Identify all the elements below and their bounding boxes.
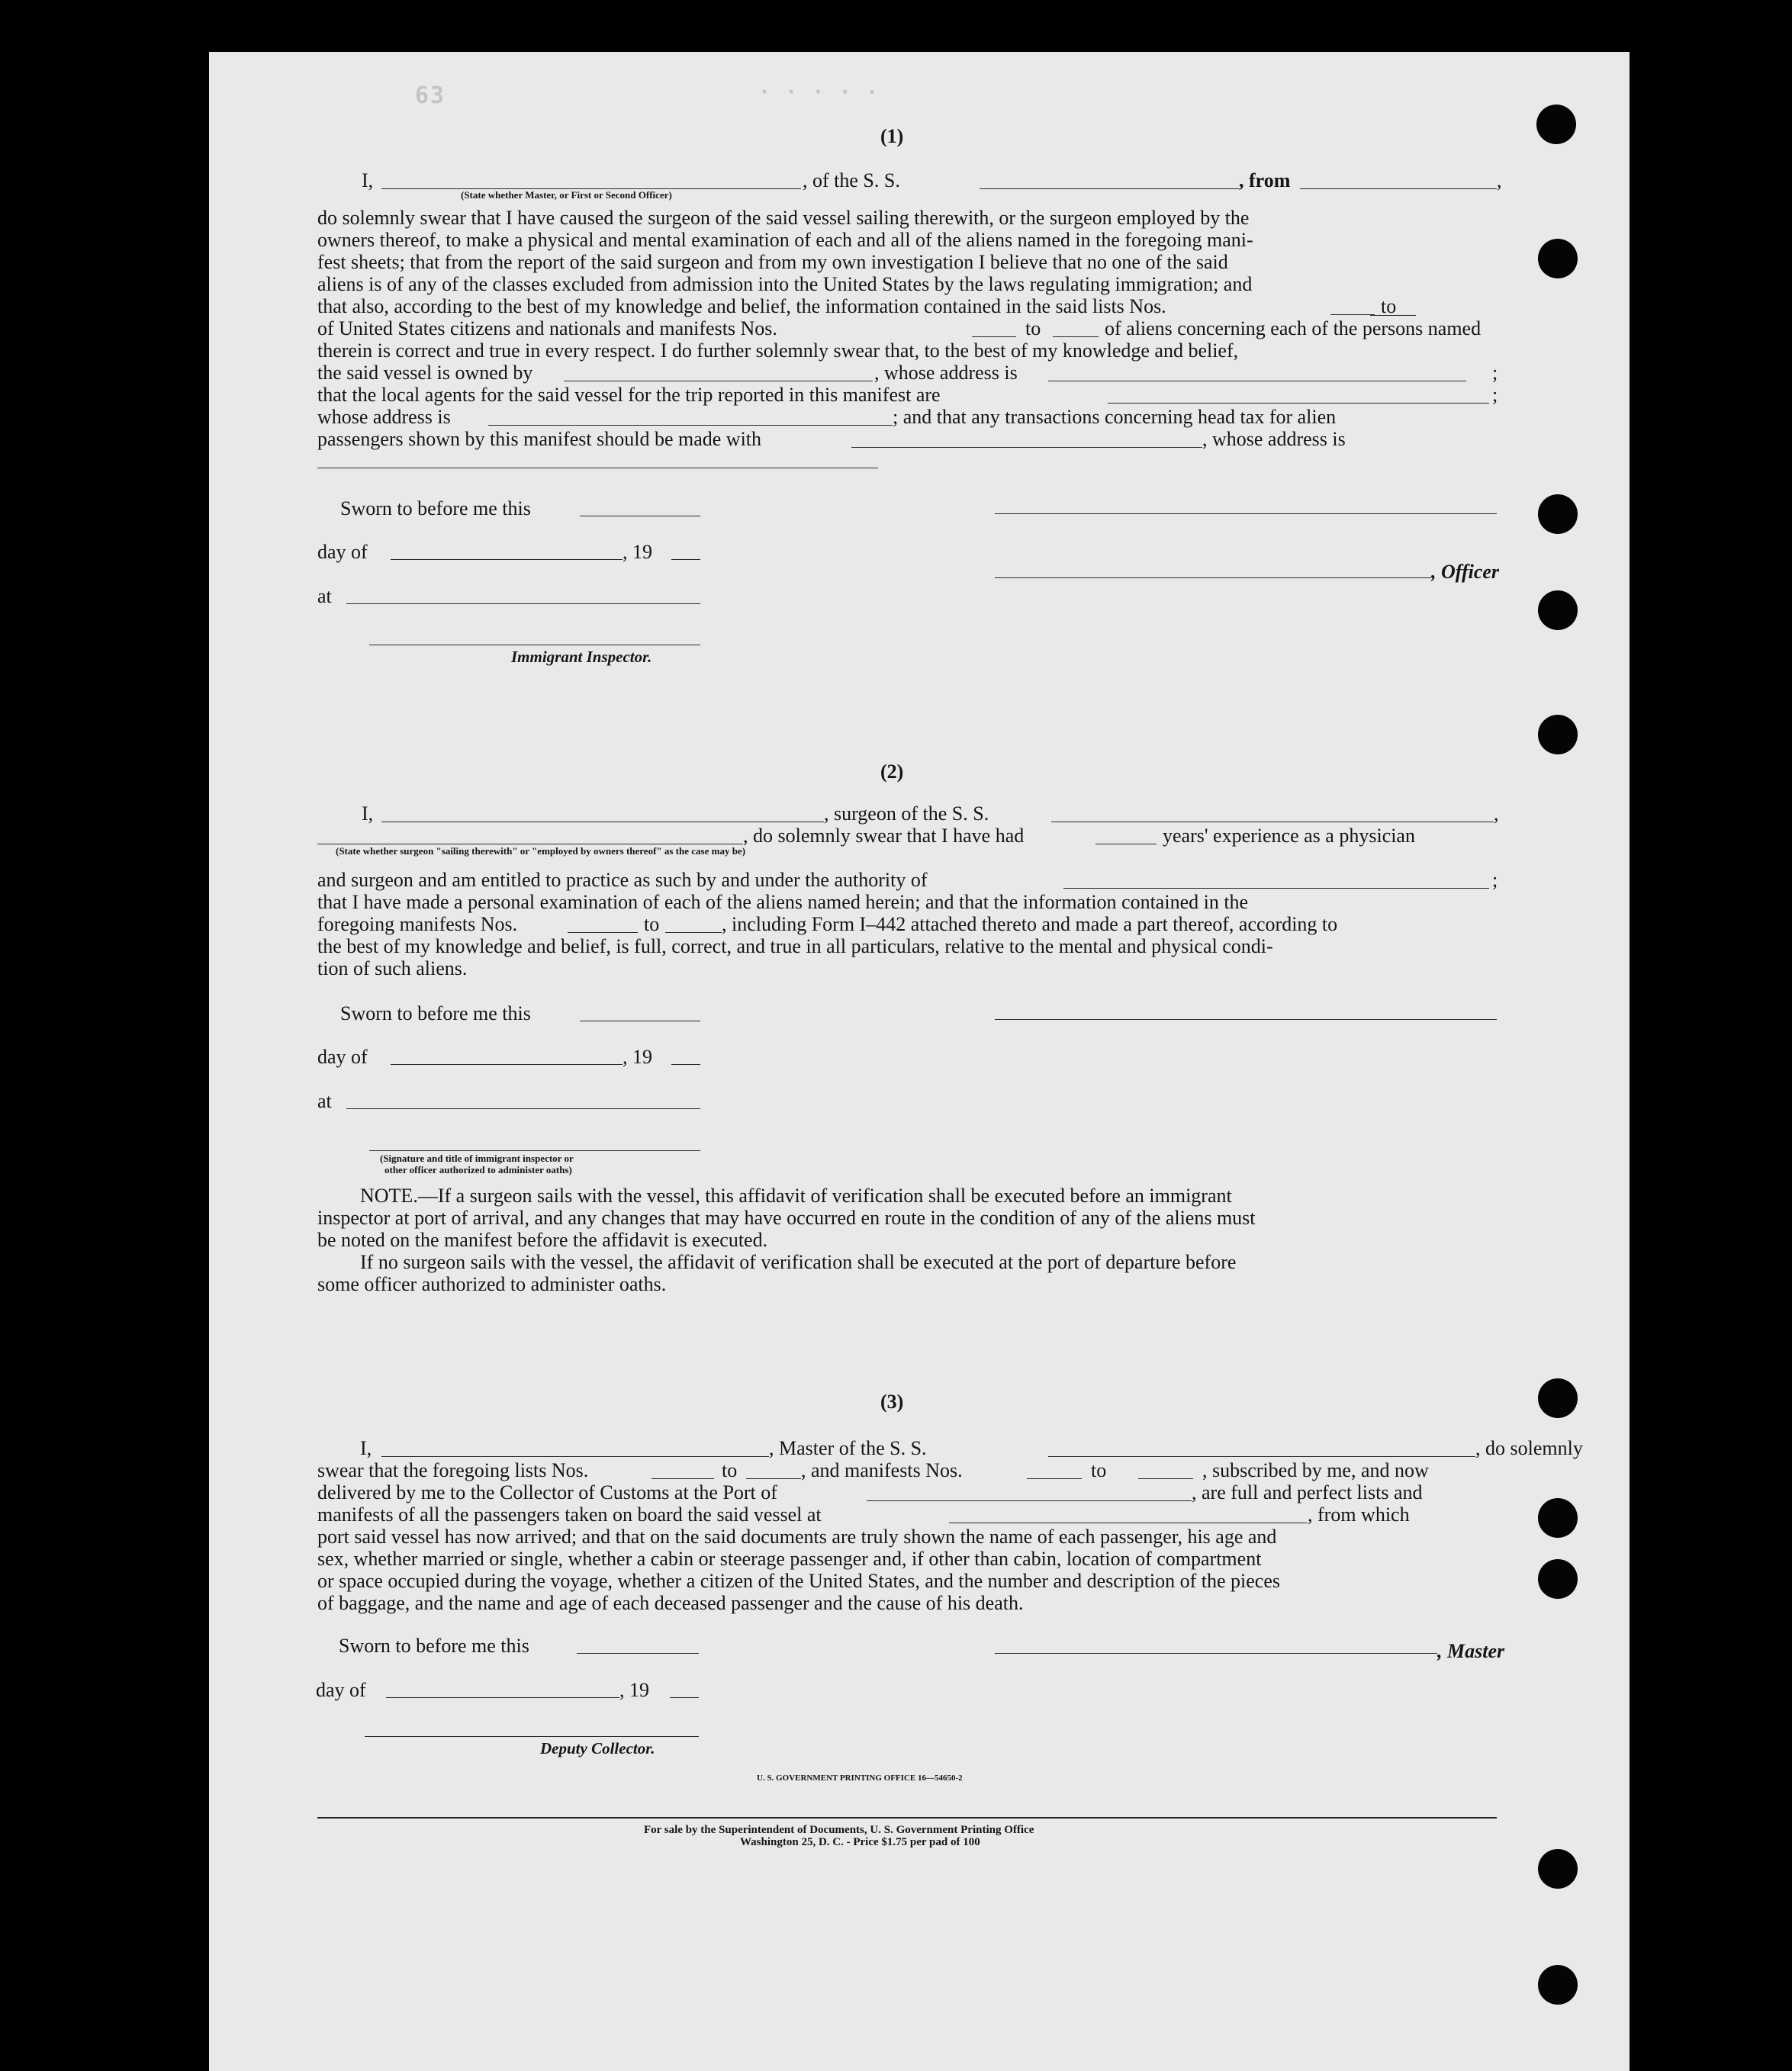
punch-hole (1538, 590, 1578, 630)
s2-tion: tion of such aliens. (317, 957, 468, 979)
s2-at-label: at (317, 1090, 332, 1112)
s1-body-4: aliens is of any of the classes excluded from admission into the United States by the laws regulating immigration; and (317, 273, 1253, 295)
s1-year-blank (671, 559, 700, 560)
s1-year-label: , 19 (623, 541, 652, 563)
s3-i-label: I, (360, 1437, 372, 1459)
s1-from-blank (1300, 188, 1497, 189)
s1-head-tax: ; and that any transactions concerning head tax for alien (893, 406, 1337, 428)
s2-note-3: be noted on the manifest before the affidavit is executed. (317, 1229, 768, 1251)
punch-hole (1538, 1559, 1578, 1599)
s3-collector-signature-blank (365, 1736, 699, 1737)
punch-hole (1538, 715, 1578, 754)
s2-note-line-1: —If a surgeon sails with the vessel, this affidavit of verification shall be executed before an immigrant (417, 1185, 1232, 1207)
s3-swear-label: swear that the foregoing lists Nos. (317, 1459, 589, 1481)
section-1-number: (1) (880, 125, 904, 147)
s2-day-blank (391, 1064, 623, 1065)
s1-therein: therein is correct and true in every respect. I do further solemnly swear that, to the best of my knowledge and belief, (317, 339, 1239, 362)
s1-head-tax-agent-blank (851, 447, 1202, 448)
s2-note-1 (360, 1185, 1232, 1207)
s2-year-blank (671, 1064, 700, 1065)
s1-whose-address3-label: , whose address is (1202, 428, 1346, 450)
s1-manifests-to-blank (1053, 336, 1099, 337)
s3-and-manifests: , and manifests Nos. (801, 1459, 963, 1481)
s3-sworn-blank (577, 1653, 699, 1654)
s2-note-5: some officer authorized to administer oaths. (317, 1273, 667, 1295)
s2-day-of-label: day of (317, 1046, 368, 1068)
s3-full: , are full and perfect lists and (1192, 1481, 1423, 1503)
punch-hole (1538, 1965, 1578, 2005)
punch-hole (1538, 1378, 1578, 1418)
s2-inspector-signature-blank (369, 1150, 700, 1151)
s3-manifests-to: to (1091, 1459, 1107, 1481)
s1-whose-address2-label: whose address is (317, 406, 451, 428)
s1-at-blank (346, 603, 700, 604)
s3-baggage: of baggage, and the name and age of each deceased passenger and the cause of his death. (317, 1592, 1024, 1614)
s1-day-of-label: day of (317, 541, 368, 563)
s2-authority-blank (1063, 888, 1489, 889)
s3-from-which: , from which (1308, 1503, 1410, 1526)
s3-master-signature-blank (995, 1653, 1437, 1654)
s1-passengers-label: passengers shown by this manifest should be made with (317, 428, 762, 450)
s2-signature-note-1: (Signature and title of immigrant inspector or (380, 1153, 574, 1164)
s1-body-2: owners thereof, to make a physical and mental examination of each and all of the aliens named in the foregoing mani- (317, 229, 1253, 251)
s3-space: or space occupied during the voyage, whether a citizen of the United States, and the number and description of the pieces (317, 1570, 1281, 1592)
bleed-through-text: · · · · · (758, 81, 880, 104)
s3-vessel-blank (1048, 1456, 1475, 1457)
s3-sworn-label: Sworn to before me this (339, 1635, 529, 1657)
s3-master-name-blank (381, 1456, 769, 1457)
s1-officer-signature-blank (995, 513, 1497, 514)
s3-day-of-label: day of (316, 1679, 366, 1701)
punch-hole (1536, 105, 1576, 144)
punch-hole (1538, 239, 1578, 278)
s1-local-agents-label: that the local agents for the said vessel for the trip reported in this manifest are (317, 384, 941, 406)
s3-lists-to-blank (746, 1478, 801, 1479)
s3-port-blank (867, 1500, 1192, 1501)
s1-officer-title-blank (995, 577, 1431, 578)
s1-lists-to-blank (1370, 315, 1416, 316)
s1-body-5: that also, according to the best of my knowledge and belief, the information contained in the said lists Nos. (317, 295, 1166, 317)
s2-signature-blank (995, 1019, 1497, 1020)
s1-manifests-to: to (1025, 317, 1041, 339)
s2-signature-note-2: other officer authorized to administer oaths) (384, 1164, 572, 1175)
s2-at-blank (346, 1108, 700, 1109)
s2-note-2: inspector at port of arrival, and any changes that may have occurred en route in the condition of any of the aliens must (317, 1207, 1256, 1229)
s2-form-label: , including Form I–442 attached thereto and made a part thereof, according to (722, 913, 1338, 935)
s2-note-label: NOTE. (360, 1185, 418, 1207)
s2-surgeon-note: (State whether surgeon "sailing therewith" or "employed by owners thereof" as the case may be) (336, 845, 746, 857)
s1-body-3: fest sheets; that from the report of the said surgeon and from my own investigation I believe that no one of the said (317, 251, 1228, 273)
s2-foregoing-label: foregoing manifests Nos. (317, 913, 518, 935)
s3-sex: sex, whether married or single, whether a cabin or steerage passenger and, if other than cabin, location of compartment (317, 1548, 1262, 1570)
s1-officer-label: , Officer (1431, 561, 1500, 583)
s2-i-label: I, (362, 802, 374, 825)
bleed-through-stamp-number: 63 (415, 82, 446, 109)
s1-i-label: I, (362, 169, 374, 191)
s1-lists-from-blank (1330, 314, 1375, 315)
s3-port: port said vessel has now arrived; and that on the said documents are truly shown the name of each passenger, his age and (317, 1526, 1277, 1548)
s1-inspector-label: Immigrant Inspector. (511, 648, 652, 666)
section-3-number: (3) (880, 1391, 904, 1413)
s2-swear-label: , do solemnly swear that I have had (743, 825, 1025, 847)
s3-day-blank (386, 1697, 619, 1698)
punch-hole (1538, 494, 1578, 534)
s2-to-label: to (644, 913, 660, 935)
s2-sworn-label: Sworn to before me this (340, 1002, 531, 1024)
s1-officer-note: (State whether Master, or First or Second Officer) (461, 189, 672, 201)
s1-owned-label: the said vessel is owned by (317, 362, 533, 384)
s2-examination: that I have made a personal examination of each of the aliens named herein; and that the information contained in the (317, 891, 1249, 913)
s2-authority-label: and surgeon and am entitled to practice as such by and under the authority of (317, 869, 928, 891)
sale-notice-line-1: For sale by the Superintendent of Documents, U. S. Government Printing Office (644, 1824, 1034, 1836)
s3-collector-label: Deputy Collector. (540, 1739, 655, 1757)
s1-at-label: at (317, 585, 332, 607)
s2-years-label: years' experience as a physician (1163, 825, 1415, 847)
s1-aliens: of aliens concerning each of the persons named (1105, 317, 1482, 339)
sale-notice-line-2: Washington 25, D. C. - Price $1.75 per pad of 100 (740, 1836, 980, 1848)
s1-body-1: do solemnly swear that I have caused the surgeon of the said vessel sailing therewith, or the surgeon employed by the (317, 207, 1250, 229)
document-page: 63 · · · · · (1) I, , of the S. S. , from , (State whether Master, or First or Second Officer) do solemnly swear that I have caused the surgeon of the said vessel sailing therewith, or the surgeon employed by the owners thereof, to make a physical and mental examination of each and all of the aliens named in the foregoing mani- fest sheets; that from the report of the said surgeon and from my own investigation I believe that no one of the said aliens is of any of the classes excluded from admission into the United States by the laws regulating immigration; and that also, according to the best of my knowledge and belief, the information contained in the said lists Nos. to of United States citizens and nationals and manifests Nos. to of aliens concerning each of the persons named therein is correct and true in every respect. I do further solemnly swear that, to the best of my knowledge and belief, the said vessel is owned by , whose address is ; that the local agents for the said vessel for the trip reported in this manifest are ; whose address is ; and that any transactions concerning head tax for alien passengers shown by this manifest should be made with , whose address is Sworn to before me this day of , 19 , Officer at Immigrant Inspector. (2) I, , surgeon of the S. S. , , do solemnly swear that I have had years' experience as a physician (State whether surgeon "sailing therewith" or "employed by owners thereof" as the case may be) and surgeon and am entitled to practice as such by and under the authority of ; that I have made a personal examination of each of the aliens named herein; and that the information contained in the foregoing manifests Nos. to , including Form I–442 attached thereto and made a part thereof, according to the best of my knowledge and belief, is full, correct, and true in all particulars, relative to the mental and physical condi- tion of such aliens. Sworn to before me this day of , 19 at (Signature and title of immigrant inspector or other officer authorized to administer oaths) NOTE.—If a surgeon sails with the vessel, this affidavit of verification shall be executed before an immigrant inspector at port of arrival, and any changes that may have occurred en route in the condition of any of the aliens must be noted on the manifest before the affidavit is executed. If no surgeon sails with the vessel, the affidavit of verification shall be executed at the port of departure before some officer authorized to administer oaths. (3) I, , Master of the S. S. , do solemnly swear that the foregoing lists Nos. to , and manifests Nos. to , subscribed by me, and now delivered by me to the Collector of Customs at the Port of , are full and perfect lists and manifests of all the passengers taken on board the said vessel at , from which port said vessel has now arrived; and that on the said documents are truly shown the name of each passenger, his age and sex, whether married or single, whether a cabin or steerage passenger and, if other than cabin, location of compartment or space occupied during the voyage, whether a citizen of the United States, and the number and description of the pieces of baggage, and the name and age of each deceased passenger and the cause of his death. Sworn to before me this , Master day of , 19 Deputy Collector. U. S. GOVERNMENT PRINTING OFFICE 16—54650-2 For sale by the Superintendent of Documents, U. S. Government Printing Office Washington 25, D. C. - Price $1.75 per pad of 100 (209, 52, 1630, 2071)
s2-note-4: If no surgeon sails with the vessel, the affidavit of verification shall be executed at the port of departure before (360, 1251, 1237, 1273)
s1-us-citizens: of United States citizens and nationals and manifests Nos. (317, 317, 777, 339)
s3-master-title: , Master (1437, 1640, 1505, 1662)
gpo-imprint: U. S. GOVERNMENT PRINTING OFFICE 16—54650-2 (757, 1774, 963, 1783)
s1-from-label: , from (1239, 169, 1291, 191)
s3-manifests-from-blank (1027, 1478, 1082, 1479)
s3-manifests-to-blank (1138, 1478, 1193, 1479)
s1-day-blank (391, 559, 623, 560)
section-2-number: (2) (880, 761, 904, 783)
s1-of-ss-label: , of the S. S. (803, 169, 900, 191)
s2-manifests-to-blank (665, 932, 722, 933)
s3-lists-to: to (722, 1459, 738, 1481)
punch-hole (1538, 1849, 1578, 1889)
punch-hole (1538, 1498, 1578, 1538)
s1-sworn-label: Sworn to before me this (340, 497, 531, 519)
s3-subscribed: , subscribed by me, and now (1202, 1459, 1429, 1481)
s3-manifests-label: manifests of all the passengers taken on board the said vessel at (317, 1503, 822, 1526)
footer-rule (317, 1817, 1497, 1819)
s1-whose-address-label: , whose address is (874, 362, 1018, 384)
s1-lists-to: to (1381, 295, 1397, 317)
s1-agents-address-blank (488, 425, 893, 426)
s2-manifests-from-blank (568, 932, 638, 933)
s2-year-label: , 19 (623, 1046, 652, 1068)
s3-do-solemnly: , do solemnly (1475, 1437, 1583, 1459)
s2-surgeon-label: , surgeon of the S. S. (824, 802, 989, 825)
s1-vessel-blank (980, 188, 1239, 189)
s3-lists-from-blank (651, 1478, 714, 1479)
s3-master-label: , Master of the S. S. (769, 1437, 927, 1459)
s3-delivered-label: delivered by me to the Collector of Customs at the Port of (317, 1481, 777, 1503)
s2-best: the best of my knowledge and belief, is full, correct, and true in all particulars, relative to the mental and physical condi- (317, 935, 1273, 957)
s1-agents-blank (1108, 403, 1489, 404)
s1-manifests-from-blank (972, 336, 1016, 337)
s3-year-blank (670, 1697, 699, 1698)
s3-year-label: , 19 (619, 1679, 649, 1701)
